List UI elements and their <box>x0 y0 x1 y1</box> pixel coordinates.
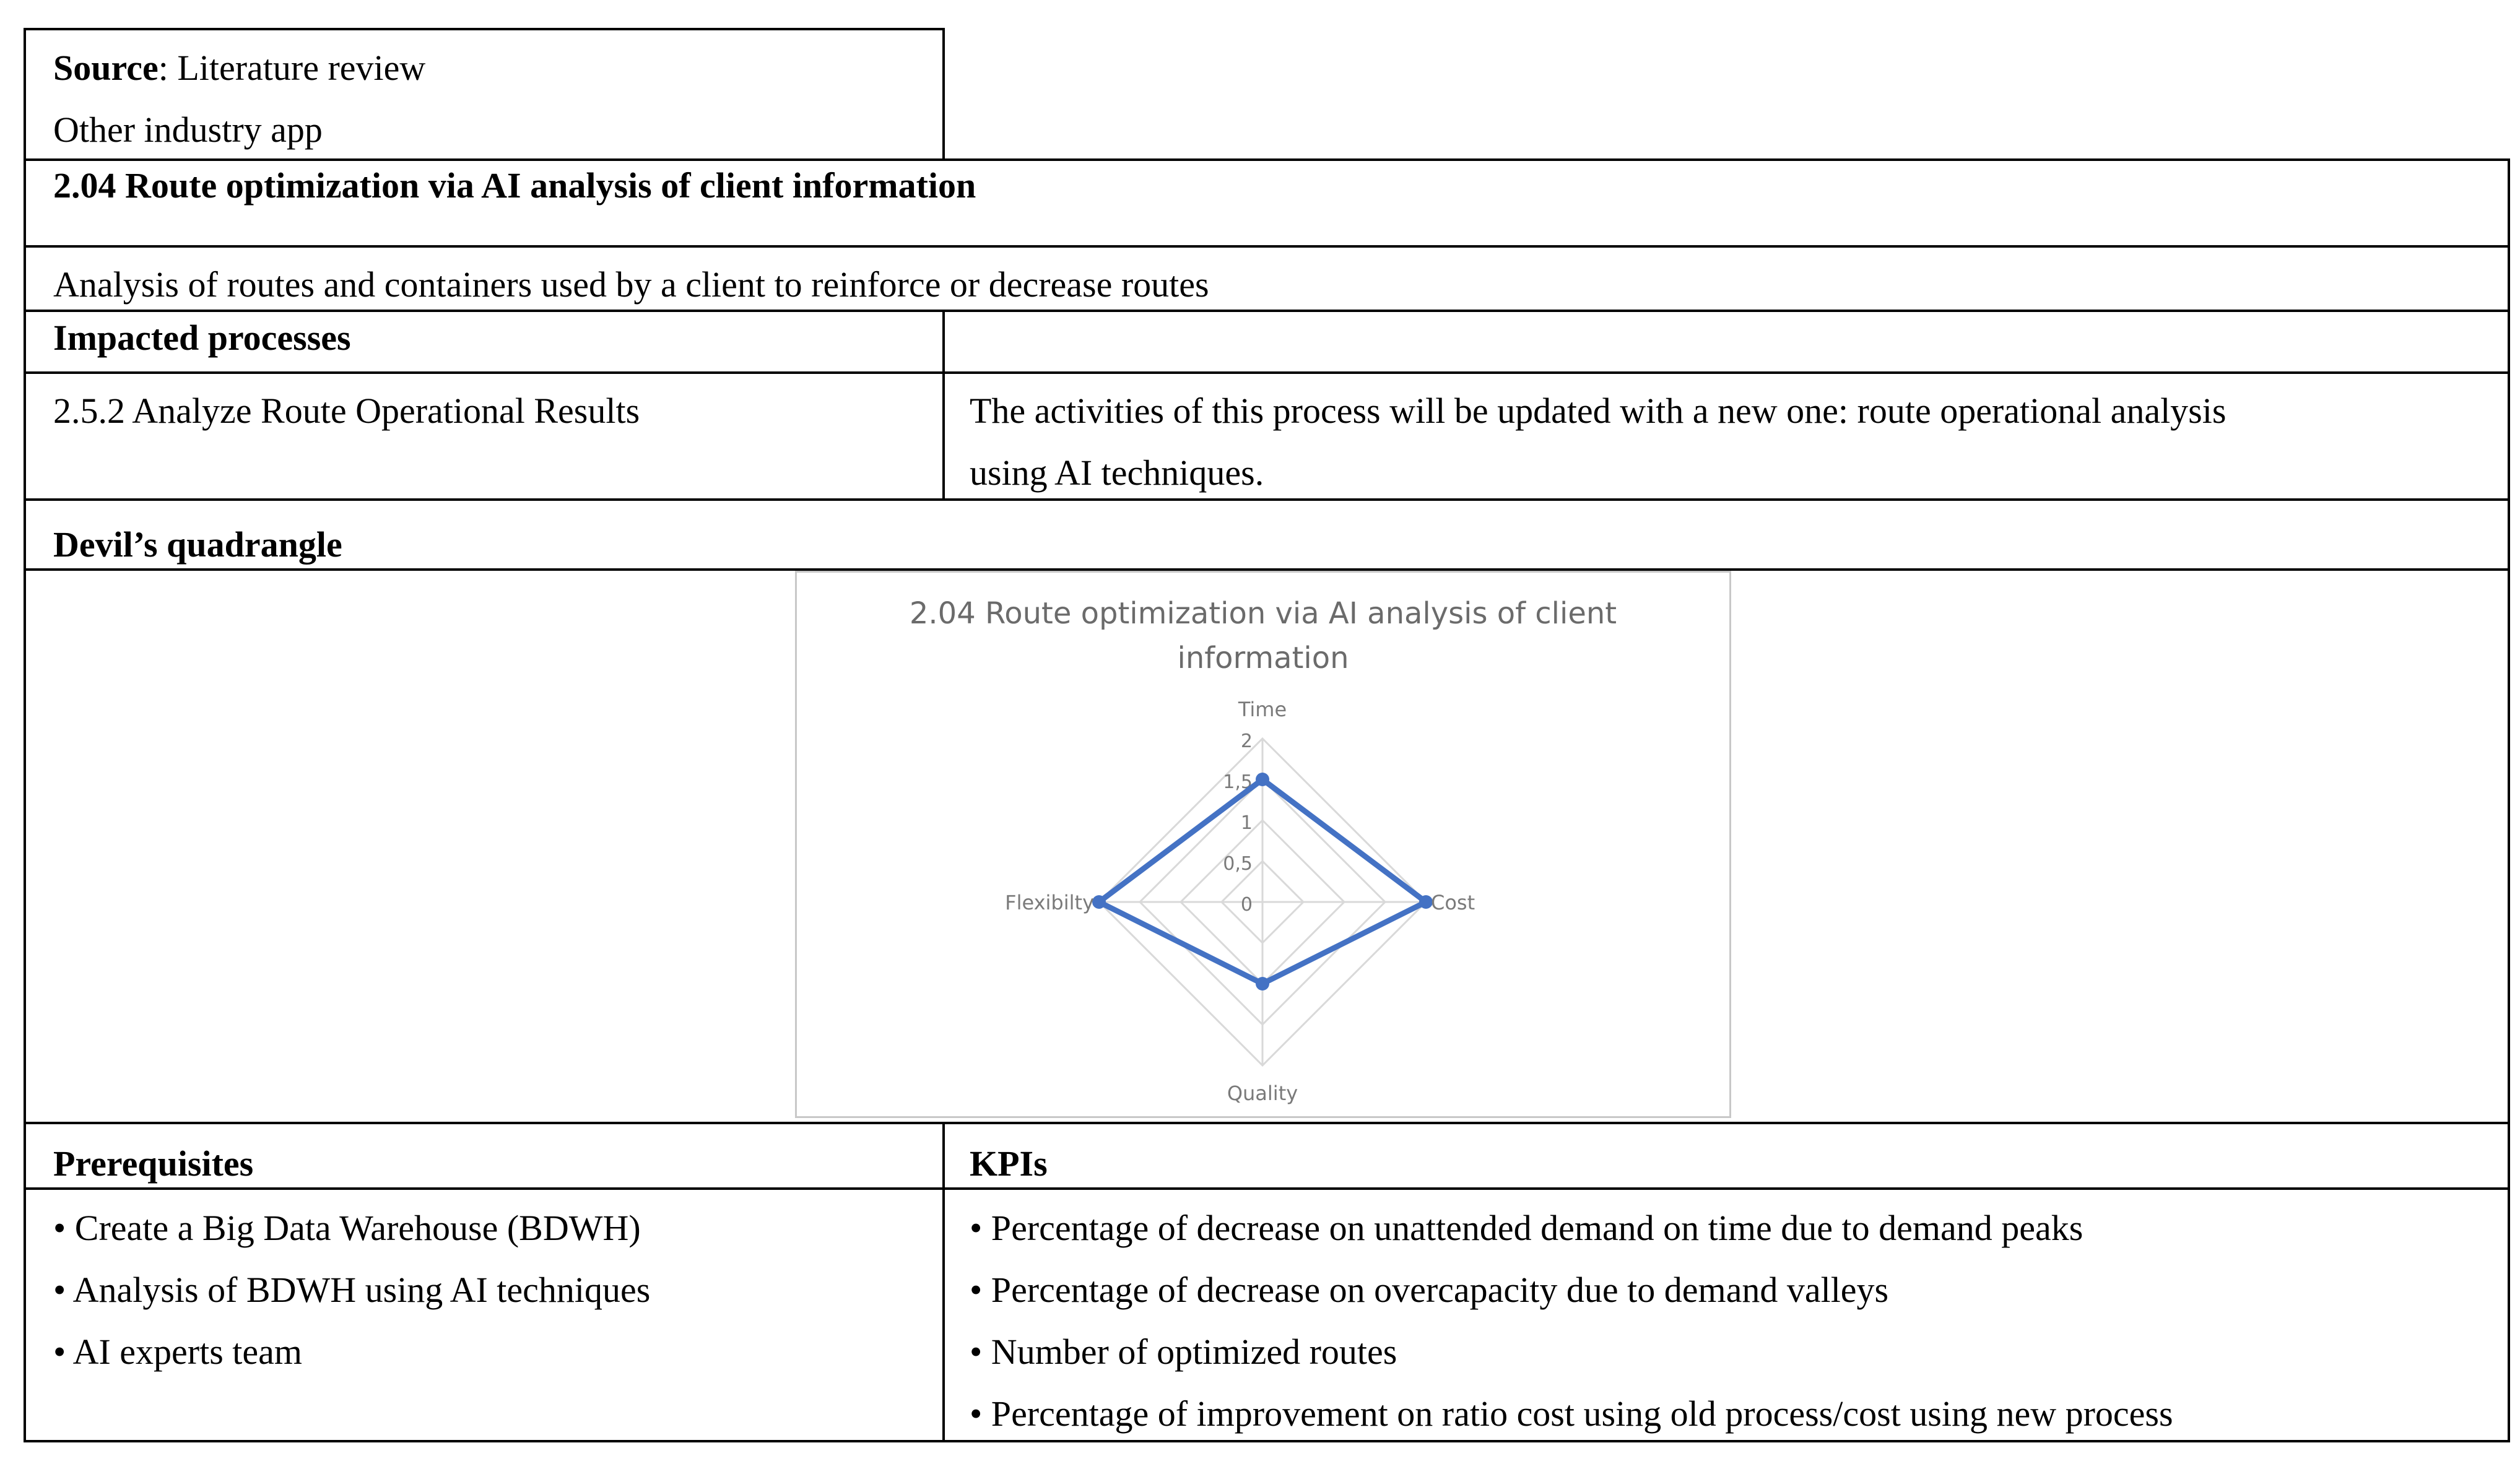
radar-tick-label: 1,5 <box>1223 771 1253 793</box>
source-label: Source <box>53 48 159 88</box>
rule-below-impacted-header <box>24 371 2510 374</box>
radar-point <box>1256 773 1269 786</box>
description: Analysis of routes and containers used by a client to reinforce or decrease routes <box>53 264 1209 305</box>
source-value: : Literature review <box>158 48 426 88</box>
rule-below-impacted-row <box>24 498 2510 501</box>
source-line-2: Other industry app <box>53 110 323 150</box>
chart-frame <box>795 571 1731 1118</box>
impacted-detail-line1: The activities of this process will be updated with a new one: route operational analysis <box>970 391 2227 431</box>
kpi-item: • Percentage of improvement on ratio cost using old process/cost using new process <box>970 1394 2173 1434</box>
col-divider-impacted <box>942 310 945 500</box>
impacted-detail-line2: using AI techniques. <box>970 453 1264 493</box>
kpi-item: • Percentage of decrease on overcapacity due to demand valleys <box>970 1270 1889 1310</box>
radar-tick-label: 2 <box>1240 730 1253 752</box>
prerequisite-item: • Analysis of BDWH using AI techniques <box>53 1270 651 1310</box>
radar-point <box>1092 895 1106 909</box>
col-divider-prereq <box>942 1122 945 1442</box>
source-line <box>53 37 425 99</box>
rule-below-chart <box>24 1122 2510 1124</box>
kpi-item: • Number of optimized routes <box>970 1332 1397 1372</box>
prerequisite-item: • Create a Big Data Warehouse (BDWH) <box>53 1208 641 1248</box>
radar-axis-label: Quality <box>1227 1082 1298 1105</box>
radar-axis-label: Cost <box>1431 891 1475 914</box>
kpi-item: • Percentage of decrease on unattended demand on time due to demand peaks <box>970 1208 2083 1248</box>
impacted-header: Impacted processes <box>53 318 351 358</box>
chart-title-line1: 2.04 Route optimization via AI analysis of client <box>909 596 1617 631</box>
chart-title-line2: information <box>1177 641 1349 675</box>
radar-tick-label: 0 <box>1240 894 1253 916</box>
radar-axis-label: Time <box>1238 698 1287 721</box>
page-title: 2.04 Route optimization via AI analysis of client information <box>53 165 976 206</box>
quadrangle-header: Devil’s quadrangle <box>53 524 342 565</box>
radar-chart <box>797 573 1729 1116</box>
radar-point <box>1256 977 1269 991</box>
radar-tick-label: 0,5 <box>1223 853 1253 875</box>
impacted-process: 2.5.2 Analyze Route Operational Results <box>53 391 640 431</box>
radar-tick-label: 1 <box>1240 812 1253 834</box>
radar-axis-label: Flexibilty <box>1005 891 1094 914</box>
kpis-header: KPIs <box>970 1143 1048 1184</box>
rule-below-prereq-header <box>24 1187 2510 1190</box>
rule-below-title <box>24 245 2510 248</box>
prerequisites-header: Prerequisites <box>53 1143 254 1184</box>
prerequisite-item: • AI experts team <box>53 1332 303 1372</box>
